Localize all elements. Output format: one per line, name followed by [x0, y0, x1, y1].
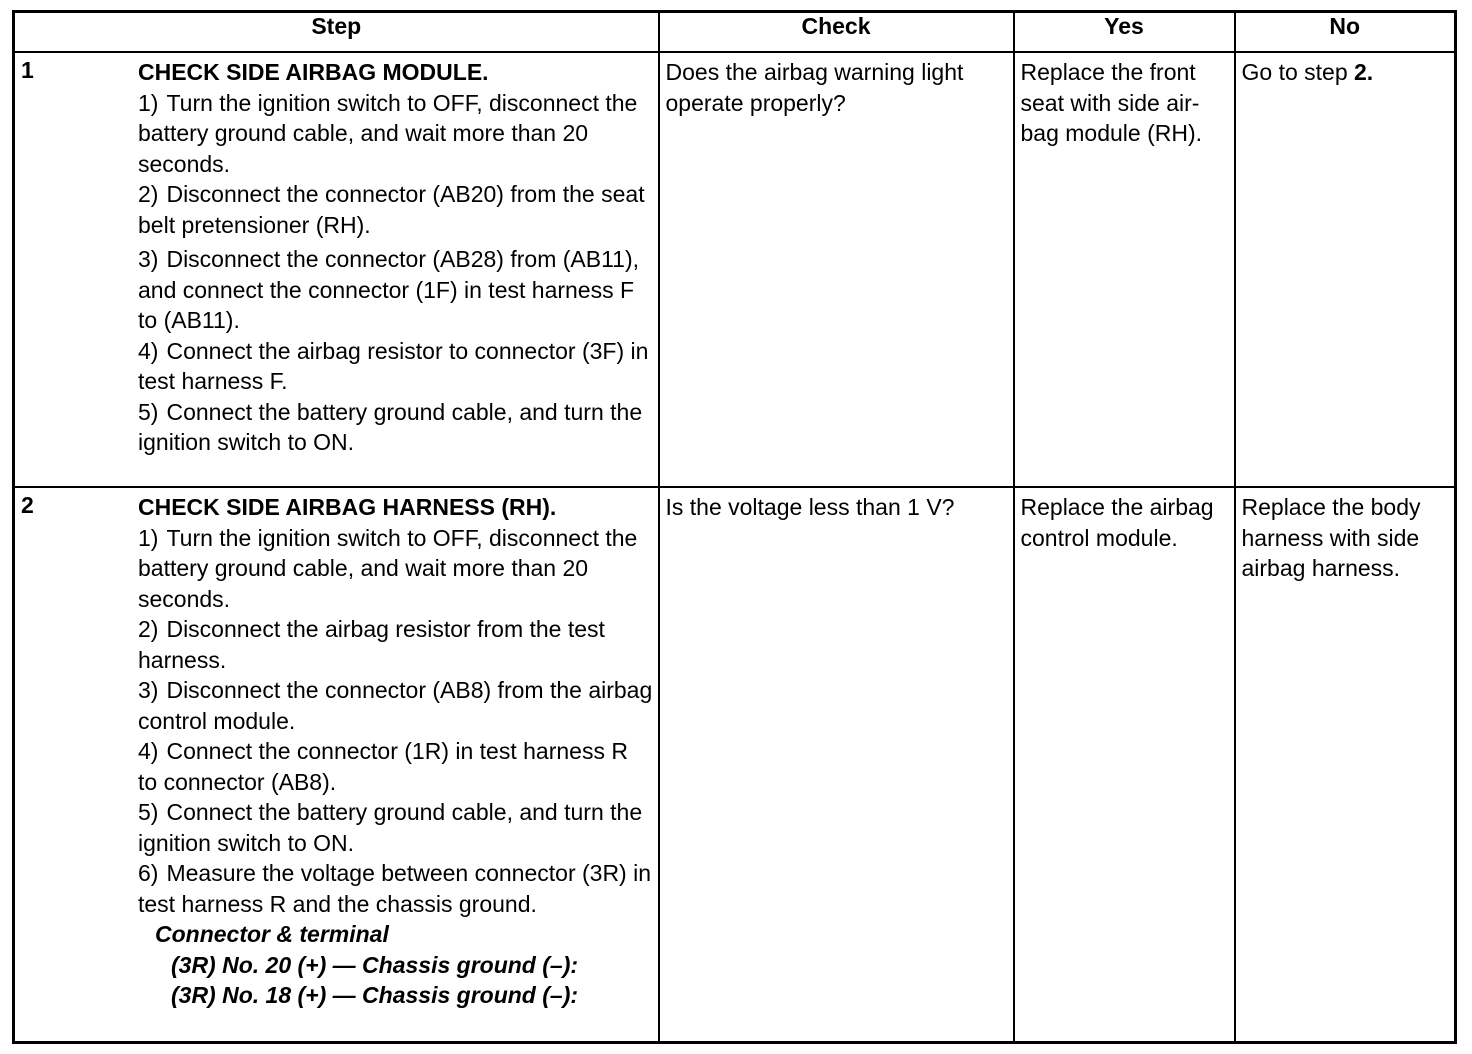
yes-cell [1014, 52, 1235, 487]
go-to-step-link: 2. [1354, 59, 1374, 85]
substep: 1) Turn the ignition switch to OFF, disconnect the battery ground cable, and wait more than 20 seconds. [138, 89, 638, 177]
step-body [138, 488, 654, 1011]
yes-text: Replace the front seat with side air-bag module (RH). [1020, 59, 1203, 146]
no-text: Replace the body harness with side airbag harness. [1241, 494, 1421, 581]
terminal-spec: (3R) No. 20 (+) — Chassis ground (–): [171, 951, 579, 978]
step-title: CHECK SIDE AIRBAG HARNESS (RH). [138, 494, 557, 520]
header-step: Step [14, 12, 659, 53]
check-cell [659, 487, 1014, 1042]
diagnostic-table [12, 10, 1457, 1044]
substep: 6) Measure the voltage between connector (3R) in test harness R and the chassis ground. [138, 860, 652, 917]
yes-text: Replace the airbag control module. [1020, 494, 1214, 551]
step-title: CHECK SIDE AIRBAG MODULE. [138, 59, 489, 85]
step-cell [14, 487, 659, 1042]
substep: 1) Turn the ignition switch to OFF, disconnect the battery ground cable, and wait more than 20 seconds. [138, 524, 638, 612]
substep: 4) Connect the airbag resistor to connector (3F) in test harness F. [138, 337, 649, 394]
step-cell [14, 52, 659, 487]
substep: 3) Disconnect the connector (AB28) from (AB11), and connect the connector (1F) in test harness F to (AB11). [138, 246, 640, 333]
check-text: Is the voltage less than 1 V? [665, 494, 955, 520]
no-text: Go to step 2. [1241, 59, 1374, 85]
connector-spec [138, 919, 654, 1011]
header-check: Check [659, 12, 1014, 53]
substep: 5) Connect the battery ground cable, and turn the ignition switch to ON. [138, 398, 643, 455]
connector-heading: Connector & terminal [155, 921, 389, 947]
yes-cell [1014, 487, 1235, 1042]
header-row [14, 12, 1456, 53]
terminal-spec: (3R) No. 18 (+) — Chassis ground (–): [171, 982, 579, 1008]
step-body [138, 53, 654, 458]
header-yes: Yes [1014, 12, 1235, 53]
table-row [14, 487, 1456, 1042]
no-cell [1235, 487, 1456, 1042]
table-row [14, 52, 1456, 487]
substep: 3) Disconnect the connector (AB8) from the airbag control module. [138, 677, 653, 734]
check-cell [659, 52, 1014, 487]
step-number: 2 [21, 492, 34, 518]
substep: 2) Disconnect the connector (AB20) from the seat belt pretensioner (RH). [138, 181, 645, 238]
step-number: 1 [21, 57, 34, 83]
substep: 4) Connect the connector (1R) in test harness R to connector (AB8). [138, 738, 628, 795]
header-no: No [1235, 12, 1456, 53]
substep: 5) Connect the battery ground cable, and turn the ignition switch to ON. [138, 799, 643, 856]
check-text: Does the airbag warning light operate properly? [665, 59, 964, 116]
substep: 2) Disconnect the airbag resistor from the test harness. [138, 616, 605, 673]
no-cell [1235, 52, 1456, 487]
